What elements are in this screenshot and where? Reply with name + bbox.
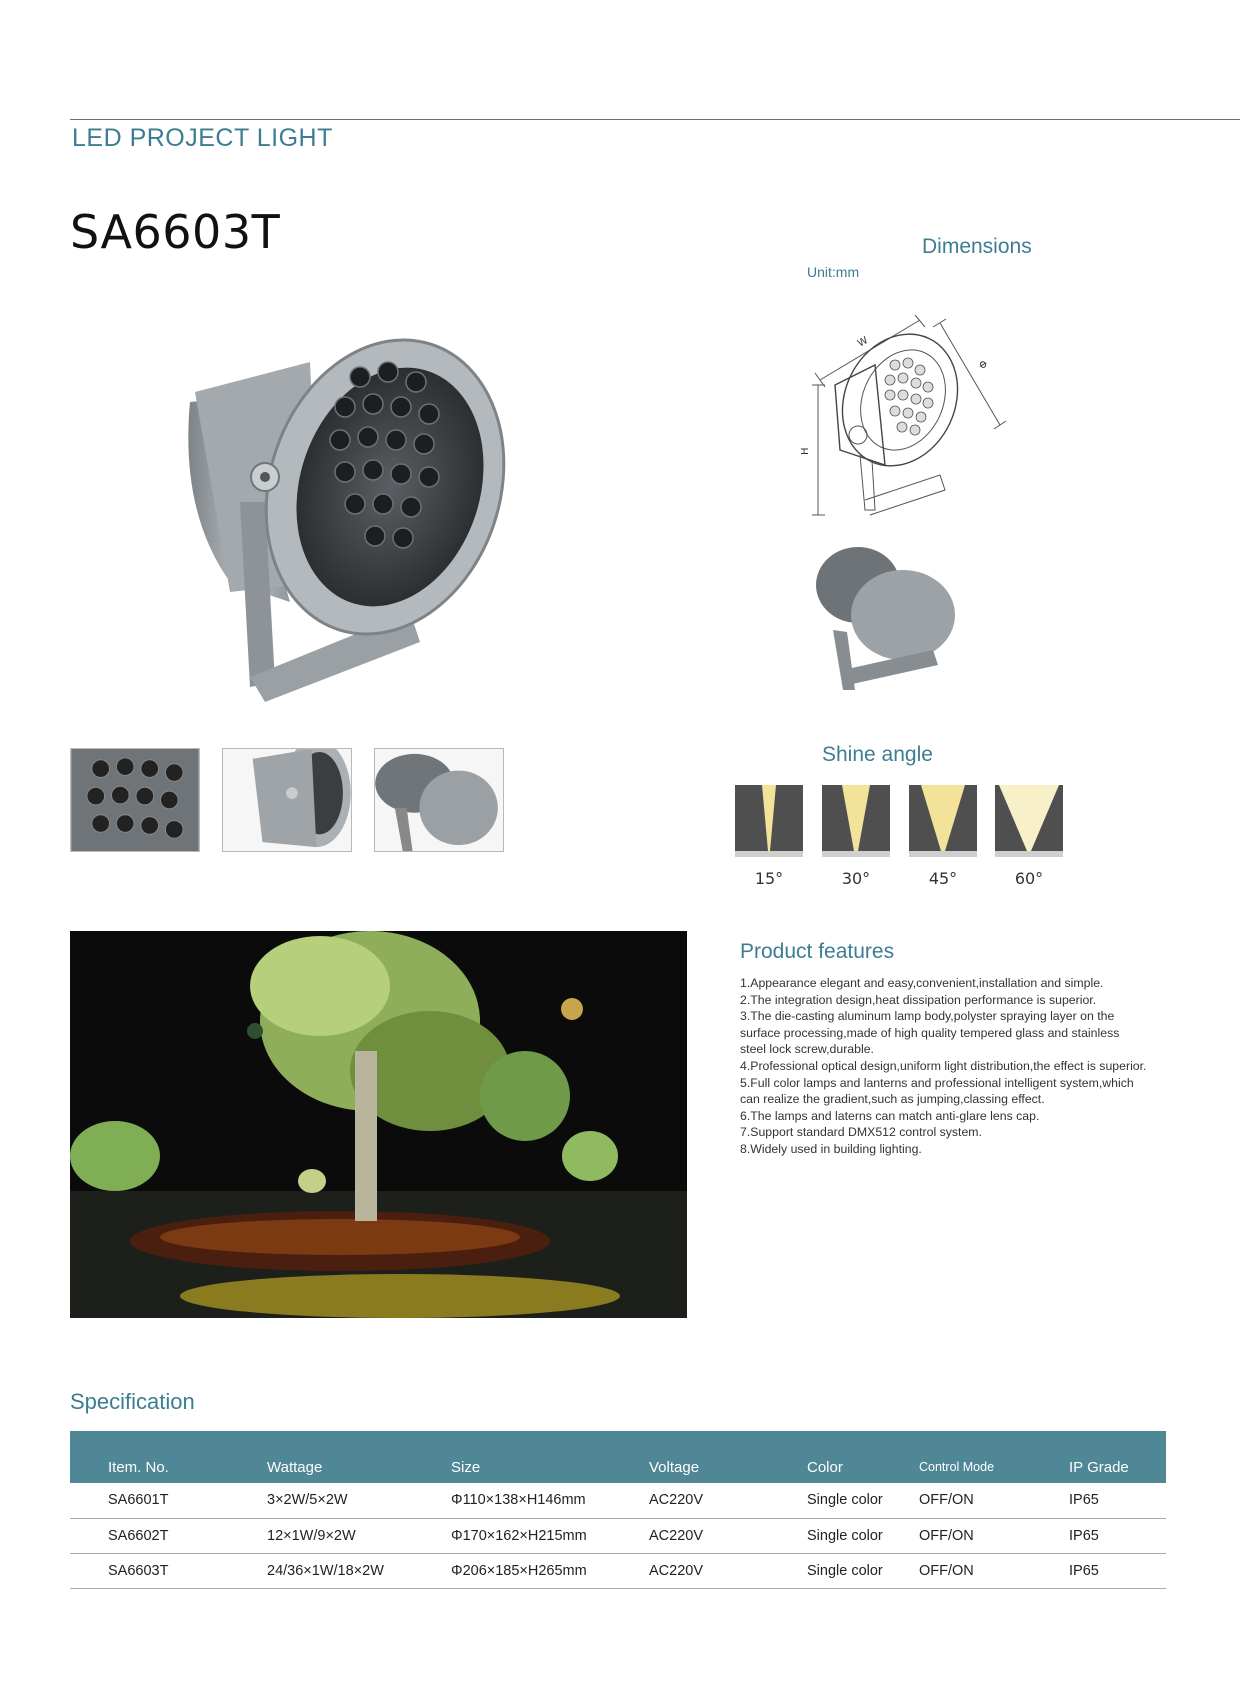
cell-control-mode: OFF/ON — [887, 1553, 1027, 1588]
feature-item: 5.Full color lamps and lanterns and professional intelligent system,which can realize the gradient,such as jumping,classing effect. — [740, 1075, 1134, 1107]
feature-item: 1.Appearance elegant and easy,convenient,installation and simple. — [740, 976, 1104, 990]
cell-item-no: SA6603T — [70, 1553, 227, 1588]
features-list — [740, 975, 1170, 1158]
feature-item: 2.The integration design,heat dissipation performance is superior. — [740, 992, 1097, 1007]
dimension-drawing — [800, 315, 1015, 525]
specification-title: Specification — [70, 1389, 195, 1414]
angle-label: 30° — [841, 869, 871, 888]
column-header-item-no: Item. No. — [70, 1431, 227, 1483]
feature-item: 7.Support standard DMX512 control system. — [740, 1125, 982, 1140]
features-title: Product features — [740, 940, 895, 963]
feature-item: 3.The die-casting aluminum lamp body,polyster spraying layer on the surface processing,made of high quality tempered glass and stainless steel lock screw,durable. — [740, 1009, 1120, 1057]
shine-angle-title: Shine angle — [822, 743, 933, 766]
unit-label: Unit:mm — [807, 264, 860, 280]
column-header-ip-grade: IP Grade — [1027, 1431, 1166, 1483]
top-divider — [70, 119, 1240, 120]
feature-item: 4.Professional optical design,uniform light distribution,the effect is superior. — [740, 1058, 1147, 1073]
cell-ip-grade: IP65 — [1027, 1483, 1166, 1518]
cell-wattage: 12×1W/9×2W — [227, 1518, 397, 1553]
model-title: SA6603T — [70, 205, 281, 259]
cell-size: Φ110×138×H146mm — [397, 1483, 597, 1518]
table-row — [70, 1518, 1166, 1553]
cell-color: Single color — [747, 1483, 887, 1518]
product-back-image — [813, 540, 958, 692]
table-header-row — [70, 1431, 1166, 1483]
angle-label: 15° — [754, 869, 784, 888]
dim-label-h: H — [800, 447, 811, 455]
angle-60 — [995, 785, 1063, 888]
column-header-color: Color — [747, 1431, 887, 1483]
shine-angle-icons — [735, 785, 1075, 895]
column-header-wattage: Wattage — [227, 1431, 397, 1483]
cell-item-no: SA6601T — [70, 1483, 227, 1518]
angle-30 — [822, 785, 890, 888]
cell-ip-grade: IP65 — [1027, 1553, 1166, 1588]
dimensions-title: Dimensions — [922, 235, 1032, 258]
thumbnail-side[interactable] — [222, 748, 352, 852]
application-scene-photo — [70, 931, 687, 1318]
angle-45 — [909, 785, 977, 888]
thumbnail-front[interactable] — [70, 748, 200, 852]
column-header-control-mode: Control Mode — [887, 1431, 1027, 1483]
cell-voltage: AC220V — [597, 1553, 747, 1588]
angle-15 — [735, 785, 803, 888]
product-main-image — [170, 282, 540, 712]
cell-control-mode: OFF/ON — [887, 1483, 1027, 1518]
category-title: LED PROJECT LIGHT — [72, 124, 333, 152]
cell-size: Φ206×185×H265mm — [397, 1553, 597, 1588]
cell-control-mode: OFF/ON — [887, 1518, 1027, 1553]
table-row — [70, 1553, 1166, 1588]
cell-color: Single color — [747, 1553, 887, 1588]
feature-item: 8.Widely used in building lighting. — [740, 1141, 922, 1156]
cell-color: Single color — [747, 1518, 887, 1553]
column-header-size: Size — [397, 1431, 597, 1483]
specification-table — [70, 1431, 1166, 1589]
cell-wattage: 3×2W/5×2W — [227, 1483, 397, 1518]
column-header-voltage: Voltage — [597, 1431, 747, 1483]
cell-item-no: SA6602T — [70, 1518, 227, 1553]
feature-item: 6.The lamps and laterns can match anti-glare lens cap. — [740, 1108, 1040, 1123]
dim-label-w: W — [856, 335, 871, 350]
thumbnail-back[interactable] — [374, 748, 504, 852]
angle-label: 45° — [928, 869, 958, 888]
cell-wattage: 24/36×1W/18×2W — [227, 1553, 397, 1588]
cell-voltage: AC220V — [597, 1483, 747, 1518]
dim-label-phi: Φ — [975, 359, 989, 372]
cell-ip-grade: IP65 — [1027, 1518, 1166, 1553]
table-row — [70, 1483, 1166, 1518]
cell-size: Φ170×162×H215mm — [397, 1518, 597, 1553]
cell-voltage: AC220V — [597, 1518, 747, 1553]
angle-label: 60° — [1014, 869, 1044, 888]
